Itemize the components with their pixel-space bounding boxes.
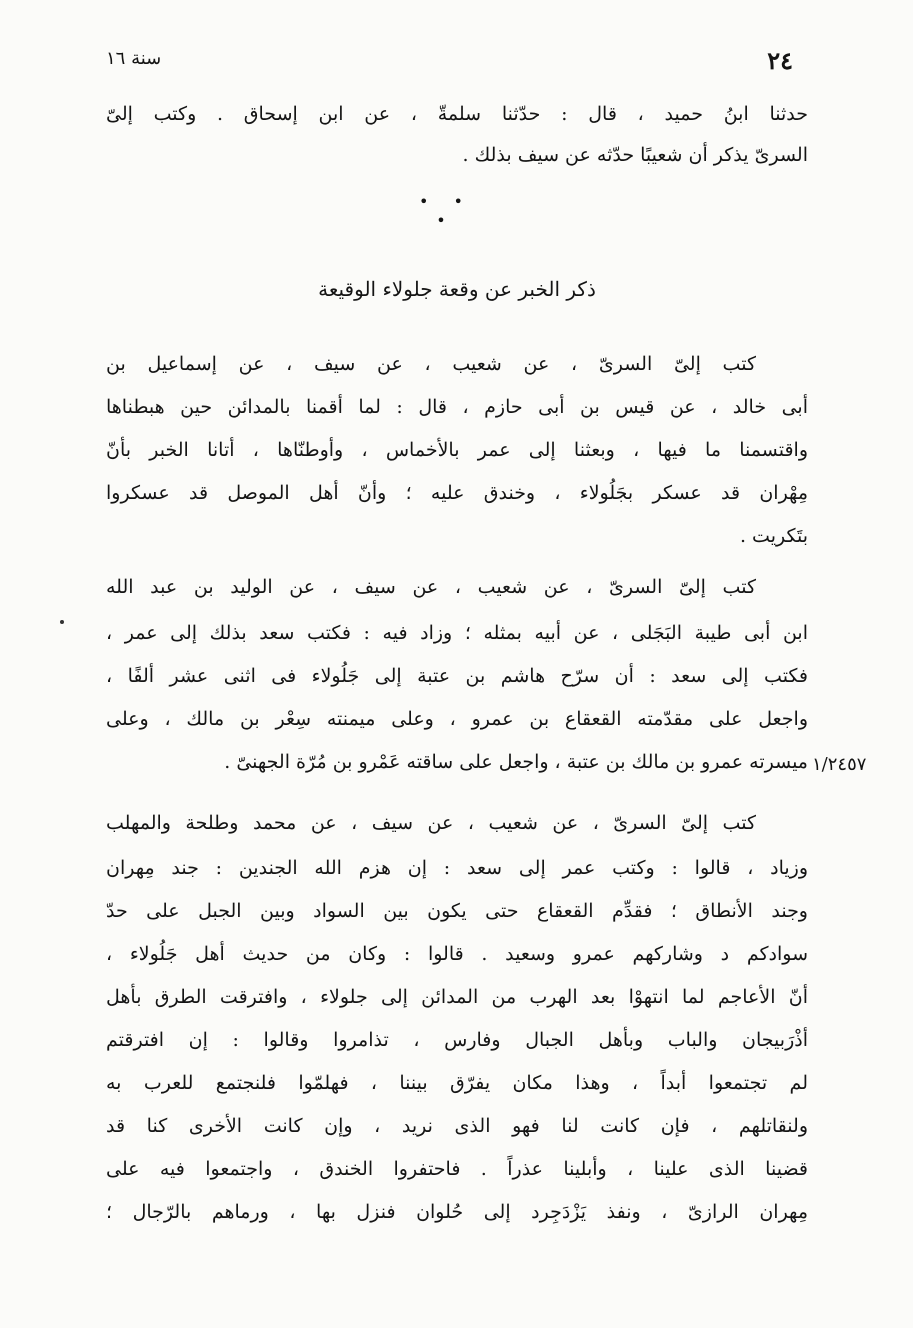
text-line: وجند الأنطاق ؛ فقدِّم القعقاع حتى يكون بين السواد وبين الجبل على حدّ	[106, 900, 808, 922]
text-line: ابن أبى طيبة البَجَلى ، عن أبيه بمثله ؛ وزاد فيه : فكتب سعد بذلك إلى عمر ،	[106, 622, 808, 644]
text-line: واجعل على مقدّمته القعقاع بن عمرو ، وعلى ميمنته سِعْر بن مالك ، وعلى	[106, 708, 808, 730]
page-number: ٢٤	[767, 46, 793, 75]
text-line: لم تجتمعوا أبداً ، وهذا مكان يفرّق بيننا ، فهلمّوا فلنجتمع للعرب به	[106, 1072, 808, 1094]
text-line: مِهْران قد عسكر بجَلُولاء ، وخندق عليه ؛ وأنّ أهل الموصل قد عسكروا	[106, 482, 808, 504]
text-line: حدثنا ابنُ حميد ، قال : حدّثنا سلمةّ ، عن ابن إسحاق . وكتب إلىّ	[106, 103, 808, 125]
text-line: السرىّ يذكر أن شعيبًا حدّثه عن سيف بذلك .	[462, 144, 808, 166]
year-label: سنة ١٦	[106, 48, 162, 69]
text-line: فكتب إلى سعد : أن سرّح هاشم بن عتبة إلى جَلُولاء فى اثنى عشر ألفًا ،	[106, 665, 808, 687]
text-line: مِهران الرازىّ ، ونفذ يَزْدَجِرد إلى حُلوان فنزل بها ، ورماهم بالرّجال ؛	[106, 1201, 808, 1223]
text-line: واقتسمنا ما فيها ، وبعثنا إلى عمر بالأخماس ، وأوطنّاها ، أتانا الخبر بأنّ	[106, 439, 808, 461]
text-line: ولنقاتلهم ، فإن كانت لنا فهو الذى نريد ، وإن كانت الأخرى كنا قد	[106, 1115, 808, 1137]
ink-speck	[60, 620, 64, 624]
text-line: أبى خالد ، عن قيس بن أبى حازم ، قال : لما أقمنا بالمدائن حين هبطناها	[106, 396, 808, 418]
text-line: أنّ الأعاجم لما انتهوْا بعد الهرب من المدائن إلى جلولاء ، وافترقت الطرق بأهل	[106, 986, 808, 1008]
section-title: ذكر الخبر عن وقعة جلولاء الوقيعة	[318, 277, 596, 301]
text-line: كتب إلىّ السرىّ ، عن شعيب ، عن سيف ، عن محمد وطلحة والمهلب	[106, 812, 756, 834]
text-line: كتب إلىّ السرىّ ، عن شعيب ، عن سيف ، عن الوليد بن عبد الله	[106, 576, 756, 598]
text-line: كتب إلىّ السرىّ ، عن شعيب ، عن سيف ، عن إسماعيل بن	[106, 353, 756, 375]
text-line: قضينا الذى علينا ، وأبلينا عذراً . فاحتفروا الخندق ، واجتمعوا فيه على	[106, 1158, 808, 1180]
text-line: وزياد ، قالوا : وكتب عمر إلى سعد : إن هزم الله الجندين : جند مِهران	[106, 857, 808, 879]
margin-page-reference: ١/٢٤٥٧	[812, 754, 867, 775]
text-line: ميسرته عمرو بن مالك بن عتبة ، واجعل على ساقته عَمْرو بن مُرّة الجهنىّ .	[224, 751, 808, 773]
section-separator: • • •	[419, 192, 473, 230]
text-line: سوادكم د وشاركهم عمرو وسعيد . قالوا : وكان من حديث أهل جَلُولاء ،	[106, 943, 808, 965]
text-line: بتَكريت .	[739, 525, 808, 547]
text-line: أذْرَبيجان والباب وبأهل الجبال وفارس ، تذامروا وقالوا : إن افترقتم	[106, 1029, 808, 1051]
